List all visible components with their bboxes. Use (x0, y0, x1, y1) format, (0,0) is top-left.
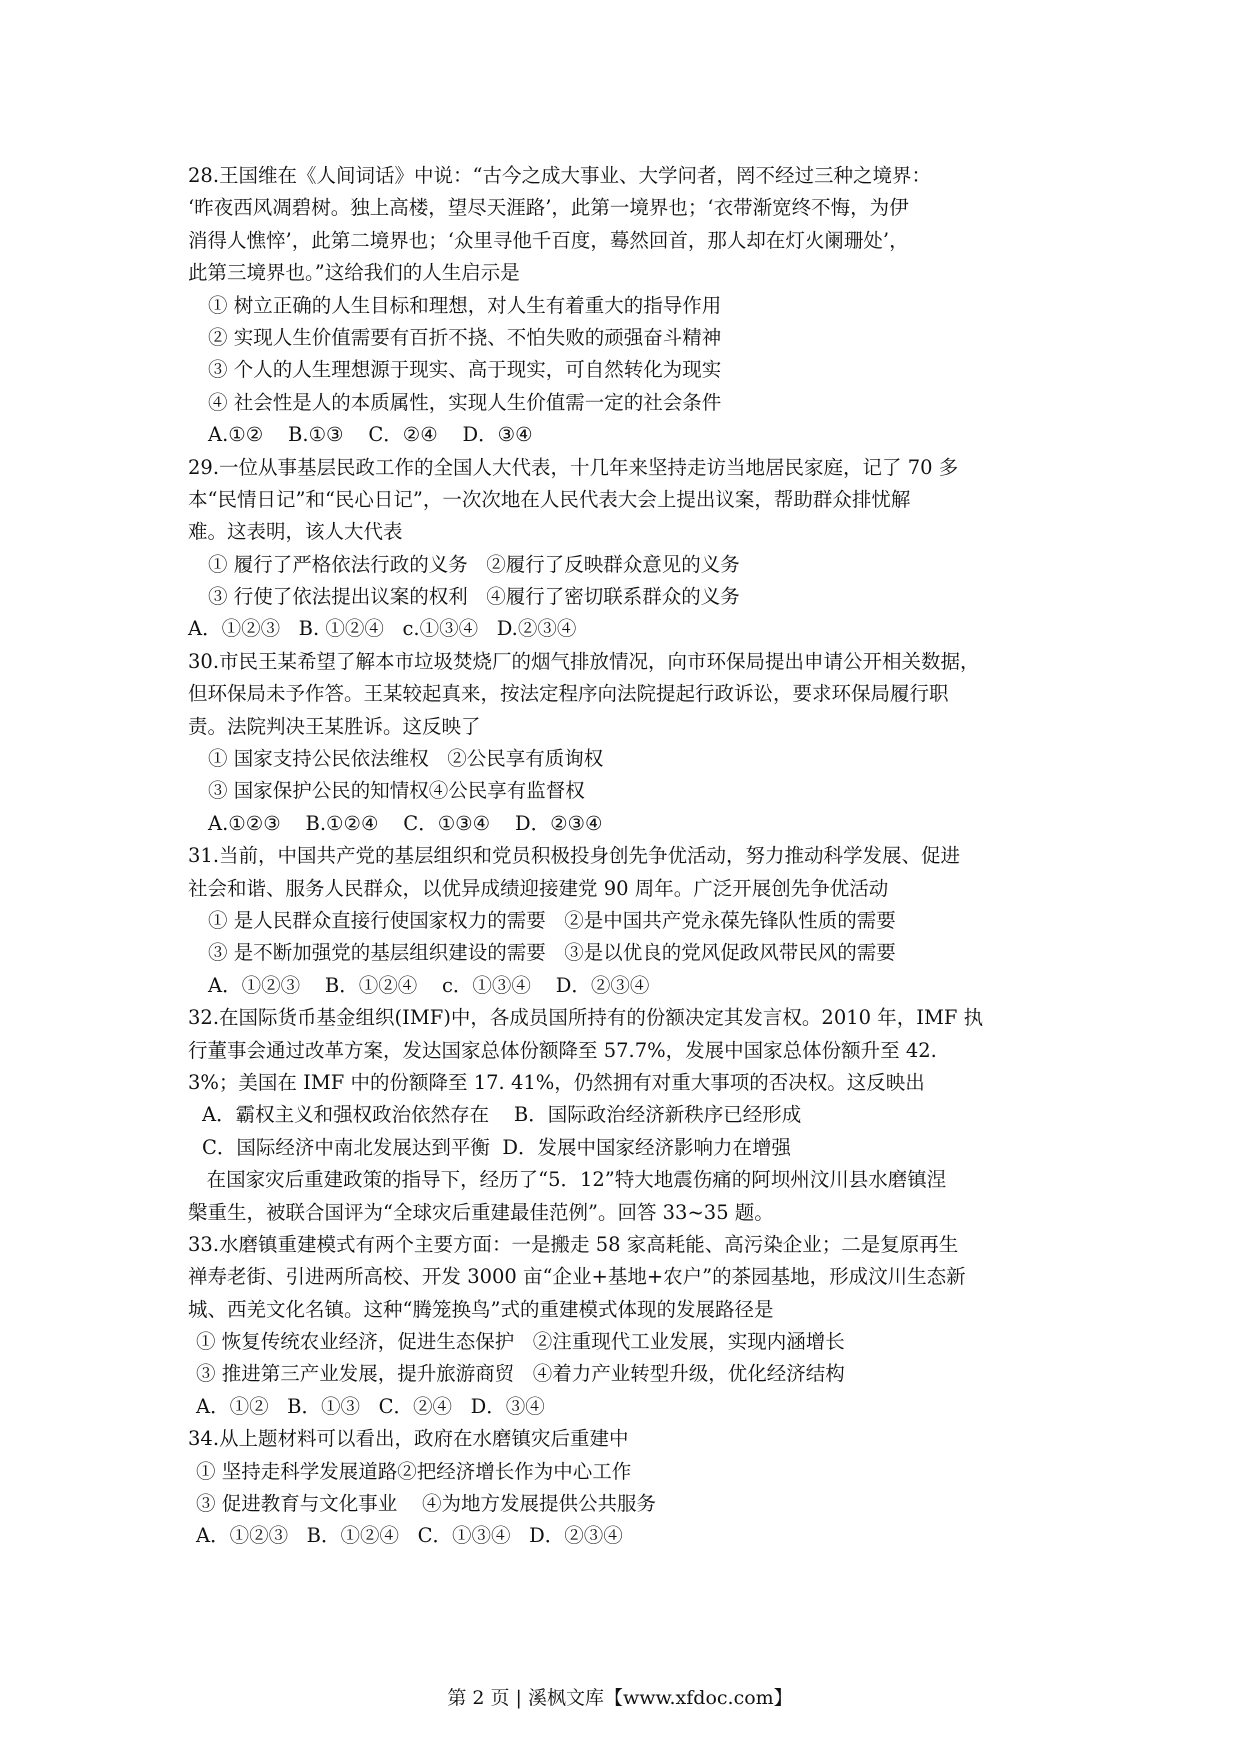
question-29 (188, 452, 1060, 646)
answer-choices: A.①② B.①③ C．②④ D．③④ (208, 423, 533, 447)
question-stem-line: 社会和谐、服务人民群众，以优异成绩迎接建党 90 周年。广泛开展创先争优活动 (188, 876, 889, 900)
question-stem-line: 此第三境界也。”这给我们的人生启示是 (188, 261, 520, 285)
material-line: 槃重生，被联合国评为“全球灾后重建最佳范例”。回答 33~35 题。 (188, 1200, 774, 1224)
statement-option: ① 国家支持公民依法维权 ②公民享有质询权 (208, 747, 604, 771)
question-stem-line: 难。这表明，该人大代表 (188, 520, 403, 544)
question-28 (188, 160, 1060, 452)
question-stem-line: 但环保局未予作答。王某较起真来，按法定程序向法院提起行政诉讼，要求环保局履行职 (188, 682, 949, 706)
question-30 (188, 646, 1060, 840)
question-stem-line: 消得人憔悴’，此第二境界也；‘众里寻他千百度，蓦然回首，那人却在灯火阑珊处’， (188, 228, 909, 252)
answer-choices: A.①②③ B.①②④ C．①③④ D．②③④ (208, 811, 603, 835)
answer-choices: A．①②③ B．①②④ c．①③④ D．②③④ (208, 973, 650, 997)
statement-option: ③ 推进第三产业发展，提升旅游商贸 ④着力产业转型升级，优化经济结构 (196, 1362, 845, 1386)
statement-option: ③ 是不断加强党的基层组织建设的需要 ③是以优良的党风促政风带民风的需要 (208, 941, 896, 965)
question-stem-line: ‘昨夜西风凋碧树。独上高楼，望尽天涯路’，此第一境界也；‘衣带渐宽终不悔，为伊 (188, 196, 909, 220)
statement-option: ③ 个人的人生理想源于现实、高于现实，可自然转化为现实 (208, 358, 722, 382)
question-stem-line: 32.在国际货币基金组织(IMF)中，各成员国所持有的份额决定其发言权。2010 年，IMF 执 (188, 1006, 984, 1030)
page-footer: 第 2 页 | 溪枫文库【www.xfdoc.com】 (447, 1687, 793, 1709)
statement-option: ② 实现人生价值需要有百折不挠、不怕失败的顽强奋斗精神 (208, 325, 722, 349)
question-32 (188, 1002, 1060, 1164)
statement-option: ③ 行使了依法提出议案的权利 ④履行了密切联系群众的义务 (208, 585, 740, 609)
statement-option: ③ 国家保护公民的知情权④公民享有监督权 (208, 779, 585, 803)
answer-option: A．霸权主义和强权政治依然存在 B．国际政治经济新秩序已经形成 (202, 1103, 802, 1127)
question-34 (188, 1423, 1060, 1553)
question-stem-line: 30.市民王某希望了解本市垃圾焚烧厂的烟气排放情况，向市环保局提出申请公开相关数据， (188, 649, 980, 673)
answer-choices: A．①② B．①③ C．②④ D．③④ (196, 1394, 545, 1418)
question-stem-line: 3%；美国在 IMF 中的份额降至 17. 41%，仍然拥有对重大事项的否决权。这反映出 (188, 1070, 925, 1094)
question-stem-line: 28.王国维在《人间词话》中说：“古今之成大事业、大学问者，罔不经过三种之境界： (188, 164, 931, 187)
statement-option: ① 履行了严格依法行政的义务 ②履行了反映群众意见的义务 (208, 552, 740, 576)
question-content (188, 160, 1060, 1553)
question-stem-line: 本“民情日记”和“民心日记”，一次次地在人民代表大会上提出议案，帮助群众排忧解 (188, 487, 911, 511)
question-stem-line: 城、西羌文化名镇。这种“腾笼换鸟”式的重建模式体现的发展路径是 (188, 1297, 774, 1321)
answer-option: C．国际经济中南北发展达到平衡 D．发展中国家经济影响力在增强 (202, 1135, 791, 1159)
question-stem-line: 责。法院判决王某胜诉。这反映了 (188, 714, 481, 738)
question-stem-line: 34.从上题材料可以看出，政府在水磨镇灾后重建中 (188, 1427, 629, 1451)
question-stem-line: 禅寿老街、引进两所高校、开发 3000 亩“企业+基地+农户”的茶园基地，形成汶川生态新 (188, 1265, 966, 1289)
statement-option: ① 是人民群众直接行使国家权力的需要 ②是中国共产党永葆先锋队性质的需要 (208, 908, 896, 932)
question-33 (188, 1229, 1060, 1423)
statement-option: ① 树立正确的人生目标和理想，对人生有着重大的指导作用 (208, 293, 722, 317)
answer-choices: A．①②③ B．①②④ C．①③④ D．②③④ (196, 1524, 623, 1548)
reading-material (188, 1164, 1060, 1229)
statement-option: ① 坚持走科学发展道路②把经济增长作为中心工作 (196, 1459, 632, 1483)
statement-option: ③ 促进教育与文化事业 ④为地方发展提供公共服务 (196, 1492, 656, 1516)
question-stem-line: 33.水磨镇重建模式有两个主要方面：一是搬走 58 家高耗能、高污染企业；二是复原再生 (188, 1232, 959, 1256)
material-line: 在国家灾后重建政策的指导下，经历了“5．12”特大地震伤痛的阿坝州汶川县水磨镇涅 (188, 1168, 947, 1192)
statement-option: ④ 社会性是人的本质属性，实现人生价值需一定的社会条件 (208, 390, 722, 414)
question-stem-line: 31.当前，中国共产党的基层组织和党员积极投身创先争优活动，努力推动科学发展、促进 (188, 844, 961, 868)
question-stem-line: 29.一位从事基层民政工作的全国人大代表，十几年来坚持走访当地居民家庭，记了 70 多 (188, 455, 959, 479)
answer-choices: A．①②③ B. ①②④ c.①③④ D.②③④ (188, 617, 577, 641)
question-31 (188, 840, 1060, 1002)
question-stem-line: 行董事会通过改革方案，发达国家总体份额降至 57.7%，发展中国家总体份额升至 42. (188, 1038, 937, 1062)
statement-option: ① 恢复传统农业经济，促进生态保护 ②注重现代工业发展，实现内涵增长 (196, 1330, 845, 1354)
